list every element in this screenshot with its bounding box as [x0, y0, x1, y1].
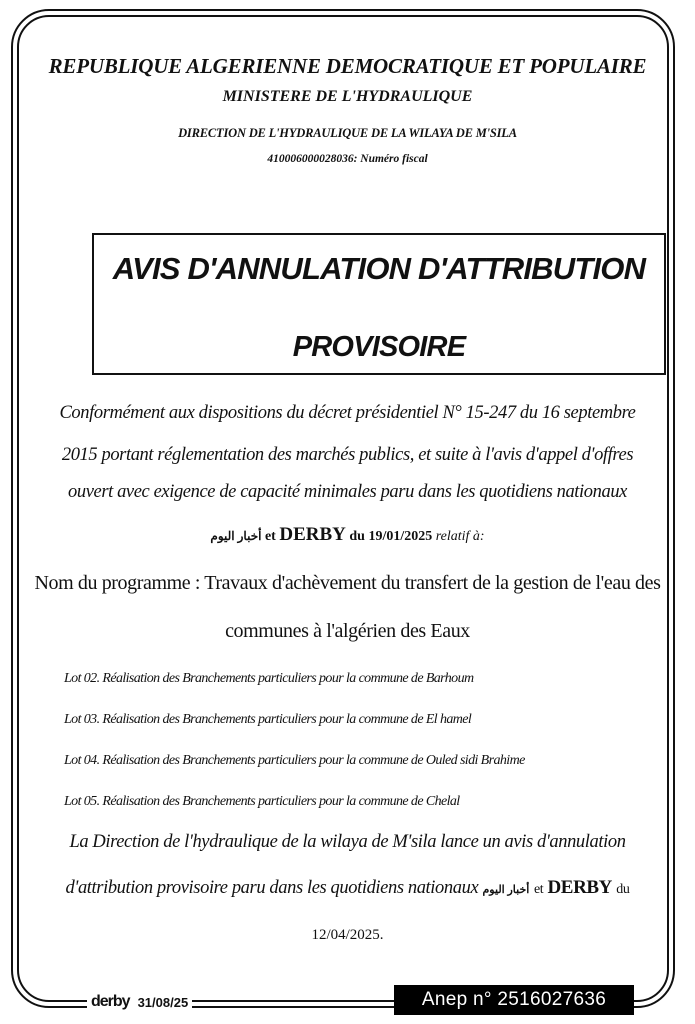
- newspaper-derby: DERBY: [547, 877, 612, 898]
- du-text: du: [616, 882, 630, 897]
- notice-title-line1: AVIS D'ANNULATION D'ATTRIBUTION: [112, 251, 646, 286]
- direction-heading: DIRECTION DE L'HYDRAULIQUE DE LA WILAYA DE M'SILA: [178, 126, 517, 140]
- footer-publication: [87, 990, 192, 1014]
- programme-line-1: Nom du programme : Travaux d'achèvement du transfert de la gestion de l'eau des: [34, 572, 661, 594]
- decision-line-2: [0, 877, 695, 899]
- et-text: et: [264, 529, 276, 544]
- derby-logo: derby: [91, 993, 130, 1010]
- lot-item: Lot 03. Réalisation des Branchements particuliers pour la commune de El hamel: [64, 712, 472, 727]
- title-box: [92, 233, 666, 375]
- fiscal-number: 410006000028036: [267, 153, 354, 165]
- lot-item: Lot 02. Réalisation des Branchements particuliers pour la commune de Barhoum: [64, 671, 474, 686]
- republic-heading: REPUBLIQUE ALGERIENNE DEMOCRATIQUE ET POPULAIRE: [48, 54, 647, 78]
- et-text: et: [533, 882, 544, 897]
- newspaper-reference: [0, 524, 695, 546]
- programme-line-2: communes à l'algérien des Eaux: [225, 620, 470, 642]
- notice-title-line2: PROVISOIRE: [292, 331, 466, 363]
- newspaper-arabic: أخبار اليوم: [482, 884, 530, 896]
- decision-text: d'attribution provisoire paru dans les quotidiens nationaux: [65, 878, 479, 898]
- intro-line-2: 2015 portant réglementation des marchés publics, et suite à l'avis d'appel d'offres: [61, 445, 634, 465]
- intro-line-1: Conformément aux dispositions du décret présidentiel N° 15-247 du 16 septembre: [59, 403, 636, 423]
- relatif-text: relatif à:: [435, 529, 485, 544]
- decision-line-1: La Direction de l'hydraulique de la wilaya de M'sila lance un avis d'annulation: [69, 832, 626, 852]
- footer-date: 31/08/25: [137, 994, 189, 1010]
- lot-item: Lot 05. Réalisation des Branchements particuliers pour la commune de Chelal: [64, 794, 460, 809]
- fiscal-label: : Numéro fiscal: [353, 153, 428, 165]
- newspaper-derby: DERBY: [279, 524, 346, 545]
- intro-line-3: ouvert avec exigence de capacité minimales paru dans les quotidiens nationaux: [68, 482, 627, 502]
- fiscal-number-line: [0, 153, 695, 165]
- ministry-heading: MINISTERE DE L'HYDRAULIQUE: [222, 88, 473, 105]
- publication-date: du 19/01/2025: [349, 529, 433, 544]
- newspaper-arabic: أخبار اليوم: [210, 529, 262, 543]
- decision-date: 12/04/2025.: [311, 927, 384, 943]
- anep-number-badge: Anep n° 2516027636: [394, 985, 634, 1015]
- lot-item: Lot 04. Réalisation des Branchements particuliers pour la commune de Ouled sidi Brahime: [64, 753, 525, 768]
